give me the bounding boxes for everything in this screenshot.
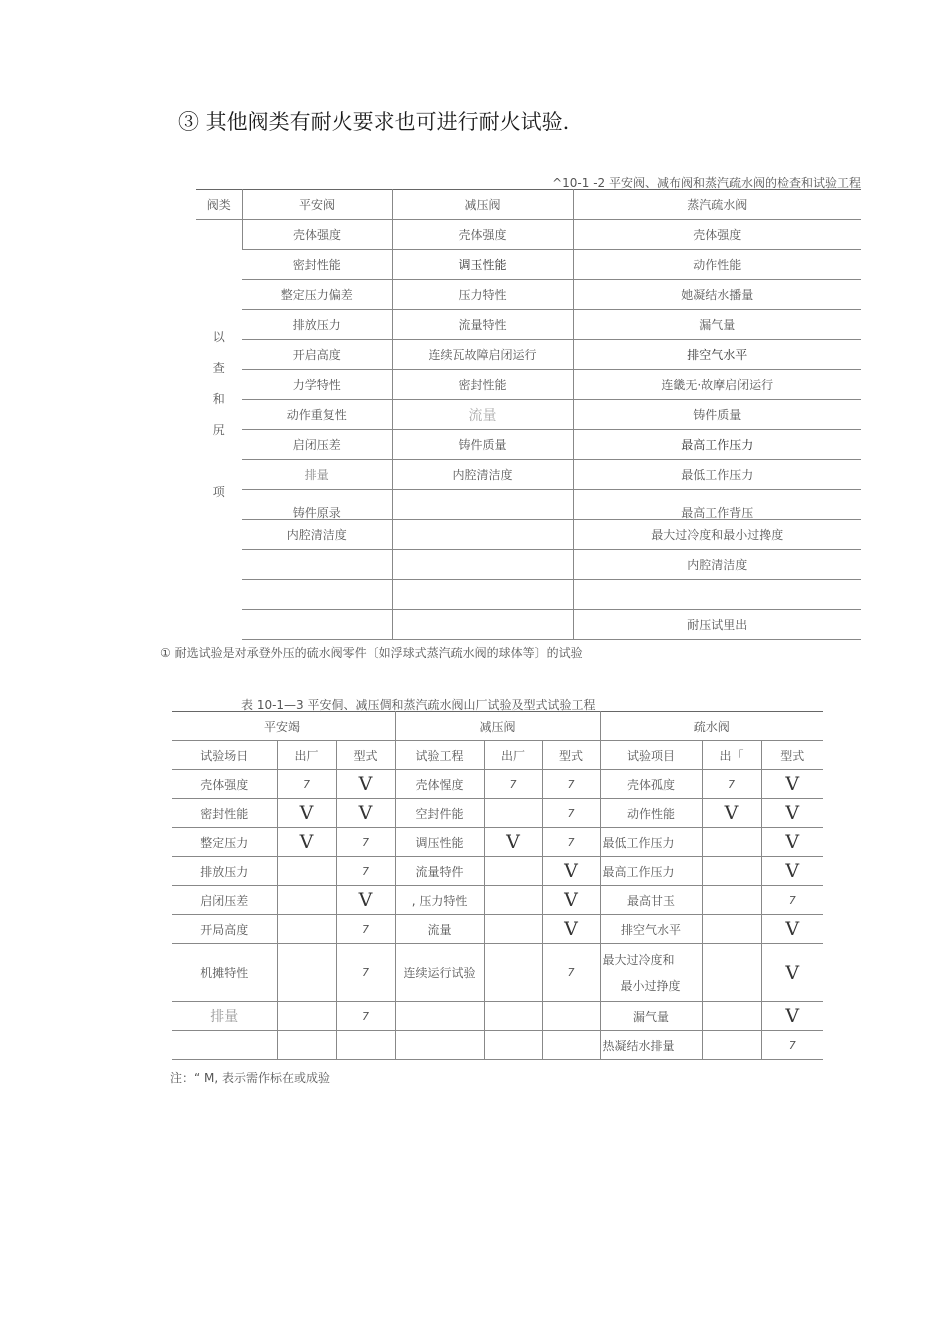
check-mark-7: 7 xyxy=(542,944,600,1002)
table1-cell: 壳体强度 xyxy=(242,220,392,250)
table1-cell: 最高工作背压 xyxy=(573,490,861,520)
table1-cell: 壳体强度 xyxy=(392,220,573,250)
check-mark-v: V xyxy=(277,828,336,857)
table2-subheader-cell: 出厂 xyxy=(484,741,542,770)
table2-cell: 动作性能 xyxy=(600,799,702,828)
check-mark-7: 7 xyxy=(277,770,336,799)
table2-cell xyxy=(484,1002,542,1031)
table2-cell: 密封性能 xyxy=(172,799,277,828)
table1-side-label-text xyxy=(198,322,240,508)
table2-cell-line: 最小过挣度 xyxy=(620,978,681,993)
table1-cell: 密封性能 xyxy=(242,250,392,280)
table2-cell: 最高工作压力 xyxy=(600,857,702,886)
check-mark-v: V xyxy=(761,857,823,886)
table1-cell: 压力特性 xyxy=(392,280,573,310)
table1-side-label-char: 以 xyxy=(212,330,225,344)
table2-cell xyxy=(277,1002,336,1031)
table1-header-cell: 平安阀 xyxy=(242,190,392,220)
table1-cell: 最低工作压力 xyxy=(573,460,861,490)
table2-cell xyxy=(542,1002,600,1031)
table1-cell: 开启高度 xyxy=(242,340,392,370)
table1-cell: 启闭压差 xyxy=(242,430,392,460)
table1-cell: 流量特性 xyxy=(392,310,573,340)
table2-cell: 漏气量 xyxy=(600,1002,702,1031)
check-mark-v: V xyxy=(542,886,600,915)
check-mark-v: V xyxy=(761,828,823,857)
section-heading: ③ 其他阀类有耐火要求也可进行耐火试验. xyxy=(178,110,570,134)
table2-cell xyxy=(277,857,336,886)
table2-cell xyxy=(702,857,761,886)
table2-cell: 排空气水平 xyxy=(600,915,702,944)
table1-header-cell: 阀类 xyxy=(196,190,242,220)
table1-cell: 铸件原录 xyxy=(242,490,392,520)
check-mark-7: 7 xyxy=(702,770,761,799)
table1-side-label-char: 尻 xyxy=(212,423,225,437)
check-mark-v: V xyxy=(761,915,823,944)
table2-cell: 壳体孤度 xyxy=(600,770,702,799)
table1-cell: 最高工作压力 xyxy=(573,430,861,460)
check-mark-7: 7 xyxy=(336,1002,395,1031)
table2-cell xyxy=(172,1031,277,1060)
table2-cell xyxy=(702,915,761,944)
check-mark-v: V xyxy=(336,799,395,828)
table2-row xyxy=(172,1031,823,1060)
table2-row xyxy=(172,886,823,915)
check-mark-v: V xyxy=(336,886,395,915)
check-mark-v: V xyxy=(761,944,823,1002)
table1-row xyxy=(196,550,861,580)
table1-header-row xyxy=(196,190,861,220)
table2-cell xyxy=(542,1031,600,1060)
table2-cell xyxy=(702,828,761,857)
table2-subheader-cell: 出「 xyxy=(702,741,761,770)
table1-side-label-char xyxy=(198,446,240,477)
table2-cell xyxy=(395,1002,484,1031)
table2-row xyxy=(172,944,823,1002)
table1-row xyxy=(196,610,861,640)
table2-cell xyxy=(702,944,761,1002)
table1-cell: 最大过冷度和最小过搀度 xyxy=(573,520,861,550)
table2-cell xyxy=(277,944,336,1002)
check-mark-7: 7 xyxy=(336,828,395,857)
table1-cell: 力学特性 xyxy=(242,370,392,400)
table1-cell: 排空气水平 xyxy=(573,340,861,370)
table2-subheader-cell: 试验场日 xyxy=(172,741,277,770)
table2-cell xyxy=(336,1031,395,1060)
table1-row xyxy=(196,280,861,310)
table1-side-label xyxy=(196,220,242,640)
table2-row xyxy=(172,828,823,857)
table2-group-row xyxy=(172,712,823,741)
check-mark-v: V xyxy=(702,799,761,828)
table1-cell: 整定压力偏差 xyxy=(242,280,392,310)
table1-cell: 壳体强度 xyxy=(573,220,861,250)
table1-cell: 内腔清洁度 xyxy=(573,550,861,580)
table2-cell: 流量特件 xyxy=(395,857,484,886)
table2-cell-line: 最大过冷度和 xyxy=(602,952,675,967)
table1-cell: 动作性能 xyxy=(573,250,861,280)
table2-cell: 整定压力 xyxy=(172,828,277,857)
table2-note: 注：“ M, 表示需作标在或成验 xyxy=(170,1071,331,1085)
table2-subheader-cell: 型式 xyxy=(761,741,823,770)
table2-group-header: 减压阀 xyxy=(395,712,600,741)
check-mark-v: V xyxy=(542,857,600,886)
check-mark-7: 7 xyxy=(542,799,600,828)
table2-cell: 开局高度 xyxy=(172,915,277,944)
table2-row xyxy=(172,915,823,944)
table1-cell xyxy=(392,610,573,640)
table2-cell: 热凝结水排量 xyxy=(600,1031,702,1060)
table2-subheader-cell: 型式 xyxy=(336,741,395,770)
table2-cell: 调压性能 xyxy=(395,828,484,857)
table1-cell: 漏气量 xyxy=(573,310,861,340)
table1-row xyxy=(196,340,861,370)
check-mark-v: V xyxy=(484,828,542,857)
table2-cell: 连续运行试验 xyxy=(395,944,484,1002)
table2-subheader-row xyxy=(172,741,823,770)
check-mark-v: V xyxy=(542,915,600,944)
table2-subheader-cell: 试验工程 xyxy=(395,741,484,770)
table2-cell xyxy=(702,1002,761,1031)
table2-cell: 最低工作压力 xyxy=(600,828,702,857)
check-mark-7: 7 xyxy=(761,1031,823,1060)
table1-cell xyxy=(392,490,573,520)
table1-cell: 动作重复性 xyxy=(242,400,392,430)
table2-row xyxy=(172,857,823,886)
table1-cell: 调玉性能 xyxy=(392,250,573,280)
table2-cell: 机摊特性 xyxy=(172,944,277,1002)
check-mark-7: 7 xyxy=(336,944,395,1002)
table2-cell xyxy=(484,886,542,915)
table2-cell xyxy=(484,857,542,886)
table1-side-label-char: 和 xyxy=(212,392,225,406)
check-mark-7: 7 xyxy=(484,770,542,799)
table1-cell xyxy=(392,550,573,580)
check-mark-v: V xyxy=(761,770,823,799)
table2-cell xyxy=(484,1031,542,1060)
table2-test-items xyxy=(172,711,823,1060)
table1-cell xyxy=(392,520,573,550)
table2-subheader-cell: 出厂 xyxy=(277,741,336,770)
table2-cell: , 压力特性 xyxy=(395,886,484,915)
check-mark-7: 7 xyxy=(336,857,395,886)
table2-cell: 流量 xyxy=(395,915,484,944)
table2-cell xyxy=(395,1031,484,1060)
table2-cell xyxy=(484,944,542,1002)
check-mark-v: V xyxy=(761,1002,823,1031)
table2-cell: 空封件能 xyxy=(395,799,484,828)
table2-cell xyxy=(702,886,761,915)
table1-cell: 内腔清洁度 xyxy=(242,520,392,550)
table1-inspection-items xyxy=(196,189,861,640)
table2-cell xyxy=(277,1031,336,1060)
table1-cell: 排放压力 xyxy=(242,310,392,340)
table1-row xyxy=(196,520,861,550)
table1-footnote: ① 耐选试验是对承登外压的硫水阀零件〔如浮球式蒸汽疏水阀的球体等〕的试验 xyxy=(160,646,583,660)
table2-caption: 表 10-1—3 平安侗、减压倜和蒸汽疏水阀山厂试验及型式试验工程 xyxy=(241,698,596,712)
table1-row xyxy=(196,460,861,490)
table2-cell: 最高甘玉 xyxy=(600,886,702,915)
check-mark-v: V xyxy=(336,770,395,799)
table1-row xyxy=(196,220,861,250)
table1-row xyxy=(196,310,861,340)
table1-cell: 连畿无·故摩启闭运行 xyxy=(573,370,861,400)
table2-cell xyxy=(702,1031,761,1060)
table1-row xyxy=(196,490,861,520)
table1-cell: 连续瓦故障启闭运行 xyxy=(392,340,573,370)
table2-row xyxy=(172,1002,823,1031)
table1-cell xyxy=(392,580,573,610)
table1-cell: 铸件质量 xyxy=(392,430,573,460)
table1-cell xyxy=(242,550,392,580)
table2-cell: 壳体强度 xyxy=(172,770,277,799)
table1-row xyxy=(196,430,861,460)
check-mark-v: V xyxy=(277,799,336,828)
check-mark-7: 7 xyxy=(761,886,823,915)
table1-cell: 流量 xyxy=(392,400,573,430)
table2-group-header: 平安竭 xyxy=(172,712,395,741)
table2-row xyxy=(172,770,823,799)
table1-cell: 她凝结水播量 xyxy=(573,280,861,310)
table1-cell: 内腔清洁度 xyxy=(392,460,573,490)
table2-cell xyxy=(600,944,702,1002)
table2-cell: 启闭压差 xyxy=(172,886,277,915)
table1-caption: ^10-1 -2 平安阀、减布阀和蒸汽疏水阀的检查和试验工程 xyxy=(552,176,861,190)
table1-cell: 耐压试里出 xyxy=(573,610,861,640)
table2-row xyxy=(172,799,823,828)
table1-cell: 铸件质量 xyxy=(573,400,861,430)
table1-row xyxy=(196,580,861,610)
check-mark-v: V xyxy=(761,799,823,828)
table1-row xyxy=(196,250,861,280)
table1-header-cell: 蒸汽疏水阀 xyxy=(573,190,861,220)
table2-cell: 排量 xyxy=(172,1002,277,1031)
check-mark-7: 7 xyxy=(336,915,395,944)
table2-cell xyxy=(277,915,336,944)
table2-subheader-cell: 型式 xyxy=(542,741,600,770)
table2-subheader-cell: 试验项目 xyxy=(600,741,702,770)
check-mark-7: 7 xyxy=(542,828,600,857)
table1-cell xyxy=(242,610,392,640)
table1-cell xyxy=(573,580,861,610)
table1-cell: 排量 xyxy=(242,460,392,490)
table1-row xyxy=(196,370,861,400)
table2-cell: 壳体惺度 xyxy=(395,770,484,799)
table2-cell xyxy=(277,886,336,915)
table1-row xyxy=(196,400,861,430)
table1-cell xyxy=(242,580,392,610)
table2-cell xyxy=(484,799,542,828)
table2-group-header: 疏水阀 xyxy=(600,712,823,741)
check-mark-7: 7 xyxy=(542,770,600,799)
table2-cell: 排放压力 xyxy=(172,857,277,886)
table1-cell: 密封性能 xyxy=(392,370,573,400)
table1-header-cell: 减压阀 xyxy=(392,190,573,220)
table1-side-label-char: 项 xyxy=(212,485,225,499)
table1-side-label-char: 查 xyxy=(212,361,225,375)
table2-cell xyxy=(484,915,542,944)
